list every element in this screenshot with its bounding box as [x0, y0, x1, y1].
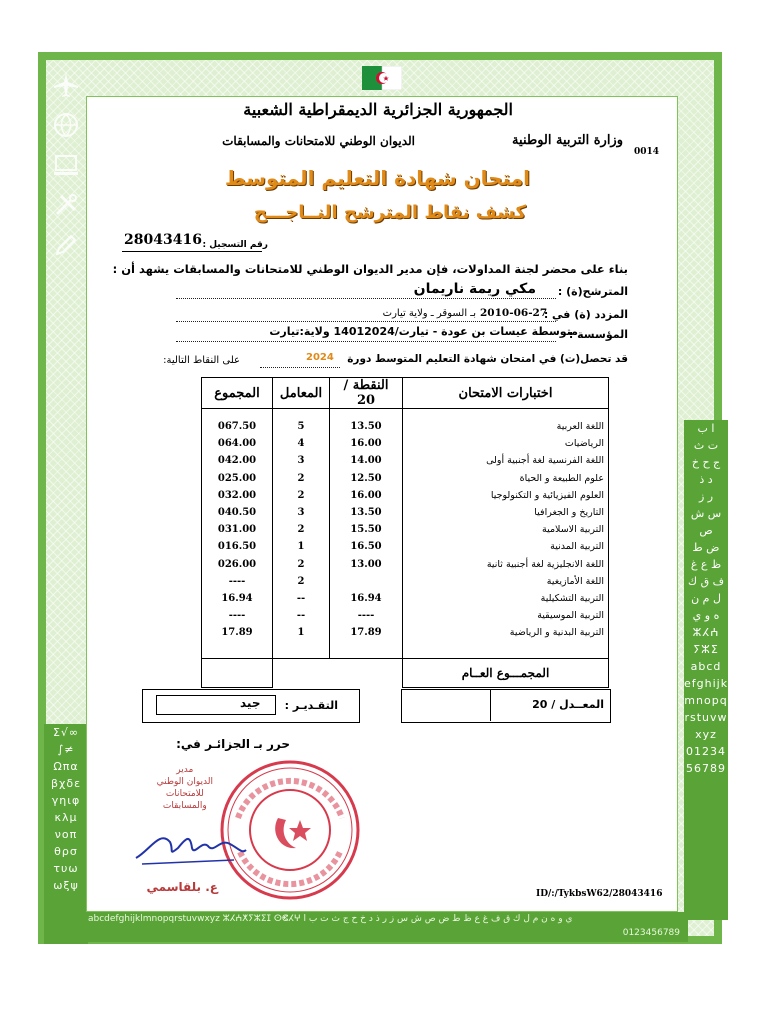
ministry-code: 0014: [634, 147, 660, 157]
subject-cell: اللغة الانجليزية لغة أجنبية ثانية: [486, 558, 604, 570]
average-divider: [490, 689, 491, 721]
grade-cell: [334, 573, 398, 590]
right-letter-7: ظ ع غ: [690, 558, 722, 571]
coef-cell: --: [296, 610, 306, 622]
grand-total-row: [202, 659, 609, 688]
total-cell: 042.00: [217, 455, 257, 467]
document-id: ID/:/TykbsW62/28043416: [536, 889, 663, 899]
left-symbol-1: ∫≠: [57, 743, 75, 756]
grade-cell: 16.94: [350, 593, 382, 605]
right-letter-6: ض ط: [692, 541, 720, 554]
right-letter-11: ⵣⵃⵄ: [692, 626, 720, 639]
grade-cell: 17.89: [350, 627, 382, 639]
subject-cell: الرياضيات: [564, 438, 604, 450]
exam-year: 2024: [306, 352, 334, 363]
subject-cell: اللغة العربية: [556, 421, 604, 432]
right-letter-4: ر ز: [698, 490, 714, 503]
signatory-name: ع. بلقاسمي: [146, 880, 218, 894]
subject-cell: التربية المدنية: [550, 541, 604, 553]
header-subject: اختبارات الامتحان: [403, 378, 609, 409]
assessment-label: التقـديـر :: [284, 699, 338, 712]
left-symbol-9: ωξψ: [53, 879, 79, 892]
registration-number: 28043416: [124, 232, 202, 248]
assessment-value: جيد: [240, 696, 261, 710]
grade-cell: ----: [357, 610, 375, 622]
obtained-text: قد تحصل(ت) في امتحان شهادة التعليم المتوسط دورة: [347, 353, 628, 365]
coef-cell: 4: [297, 438, 305, 450]
right-letter-14: efghijkl: [684, 677, 733, 690]
left-symbol-5: κλμ: [54, 811, 78, 824]
coef-cell: 2: [297, 472, 305, 484]
total-cell: 067.50: [217, 421, 257, 432]
total-cell: 026.00: [217, 558, 257, 570]
total-cell: 17.89: [221, 627, 253, 639]
coef-cell: 3: [297, 507, 305, 519]
republic-title: الجمهورية الجزائرية الديمقراطية الشعبية: [243, 100, 513, 119]
algeria-flag-icon: [362, 66, 402, 90]
total-cell: 16.94: [221, 593, 253, 605]
signatory-line: الديوان الوطني: [156, 777, 213, 787]
coef-cell: 5: [297, 421, 305, 432]
coef-cell: 1: [297, 541, 305, 553]
grade-cell: 14.00: [350, 455, 382, 467]
birth-place: بـ السوقر ـ ولاية تيارت: [382, 308, 476, 319]
subject-cell: التربية التشكيلية: [540, 593, 604, 605]
grade-cell: 16.00: [350, 489, 382, 501]
obtained-end: على النقاط التالية:: [163, 355, 240, 366]
birth-label: المزدد (ة) في :: [543, 308, 628, 321]
right-letter-3: د ذ: [699, 473, 713, 486]
school-label: المؤسسة :: [568, 328, 628, 341]
coef-cell: 2: [297, 524, 305, 536]
signatory-line: والمسابقات: [162, 801, 207, 811]
total-cell: 025.00: [217, 472, 257, 484]
left-symbol-6: νοπ: [54, 828, 78, 841]
registration-label: رقم التسجيل :: [202, 240, 268, 250]
signatory-title: [157, 764, 213, 812]
right-letter-8: ف ق ك: [688, 575, 724, 588]
subject-cell: العلوم الفيزيائية و التكنولوجيا: [490, 489, 604, 501]
pencil-icon: [51, 230, 81, 260]
bottom-digits: 0123456789: [622, 928, 680, 938]
coef-column: [273, 409, 330, 659]
subject-cell: اللغة الأمازيغية: [546, 575, 604, 587]
left-symbol-0: Σ√∞: [52, 726, 80, 739]
right-letter-12: ⵢⵣⵉ: [693, 643, 719, 656]
year-dotline: [260, 367, 340, 368]
school-dotline: [176, 341, 556, 342]
intro-text: بناء على محضر لجنة المداولات، فإن مدير الديوان الوطني للامتحانات والمسابقات يشهد أن :: [112, 262, 628, 276]
grade-cell: 13.50: [350, 507, 382, 519]
signatory-line: مدير: [176, 765, 194, 775]
signature-icon: [130, 820, 250, 870]
birth-date: 2010-06-27: [480, 307, 548, 319]
subject-cell: التربية الاسلامية: [541, 524, 604, 536]
total-cell: 040.50: [217, 507, 257, 519]
issued-at: حرر بـ الجزائـر في:: [176, 737, 290, 751]
subject-cell: التربية الموسيقية: [537, 610, 604, 622]
table-body-row: [202, 409, 609, 659]
header-grade: النقطة / 20: [330, 378, 403, 409]
grand-total-spacer: [273, 659, 403, 688]
tools-icon: [51, 190, 81, 220]
totals-column: [202, 409, 273, 659]
airplane-icon: [51, 70, 81, 100]
coef-cell: --: [296, 593, 306, 605]
right-letter-18: 01234: [686, 745, 726, 758]
table-header-row: [202, 378, 609, 409]
grade-column: [330, 409, 403, 659]
coef-cell: 3: [297, 455, 305, 467]
coef-cell: 2: [297, 558, 305, 570]
left-icon-column: [44, 60, 88, 320]
office-name: الديوان الوطني للامتحانات والمسابقات: [222, 134, 415, 148]
grades-table: [201, 377, 609, 688]
right-letter-16: rstuvw: [684, 711, 728, 724]
subject-cell: علوم الطبيعة و الحياة: [519, 472, 604, 484]
right-letter-column: [684, 420, 733, 920]
grade-cell: 13.50: [350, 421, 382, 432]
subject-cell: اللغة الفرنسية لغة أجنبية أولى: [486, 455, 604, 467]
coef-cell: 2: [297, 489, 305, 501]
total-cell: 016.50: [217, 541, 257, 553]
right-letter-5: س ش ص: [690, 507, 722, 537]
globe-icon: [51, 110, 81, 140]
coef-cell: 2: [297, 575, 305, 587]
bottom-alphabet: abcdefghijklmnopqrstuvwxyz ⵣⵃⵄⵅⵢⵣⵉⵊ ⵙⵞⵃⵖ ي و ه ن م ل ك ق ف غ ع ظ ط ض ص ش س ز ر ذ د خ ح ج ث ت ب ا: [88, 914, 573, 924]
total-cell: 032.00: [217, 489, 257, 501]
subject-column: [403, 409, 609, 659]
right-letter-17: xyz: [695, 728, 717, 741]
subject-cell: التاريخ و الجغرافيا: [534, 507, 604, 519]
candidate-name: مكي ريمة ناريمان: [413, 281, 536, 297]
signatory-line: للامتحانات: [165, 789, 204, 799]
candidate-label: المترشح(ة) :: [557, 285, 628, 298]
right-letter-19: 56789: [686, 762, 726, 775]
total-cell: ----: [228, 575, 246, 587]
right-letter-1: ت ث: [693, 439, 719, 452]
coef-cell: 1: [297, 627, 305, 639]
grand-total-value: [202, 659, 273, 688]
bottom-alphabet-strip: [84, 912, 688, 942]
school-name: متوسطة عيسات بن عودة - تيارت/14012024 ولاية:تيارت: [269, 325, 578, 338]
total-cell: 031.00: [217, 524, 257, 536]
right-letter-2: ج ح خ: [691, 456, 721, 469]
left-symbol-7: θρσ: [54, 845, 78, 858]
grade-cell: 16.50: [350, 541, 382, 553]
header-total: المجموع: [202, 378, 273, 409]
ministry-name: وزارة التربية الوطنية: [512, 133, 623, 148]
subject-cell: التربية البدنية و الرياضية: [509, 627, 604, 639]
exam-title: امتحان شهادة التعليم المتوسط: [224, 166, 530, 190]
left-symbol-3: βχδε: [50, 777, 82, 790]
candidate-dotline: [176, 298, 556, 299]
right-letter-15: mnopq: [684, 694, 728, 707]
total-cell: ----: [228, 610, 246, 622]
computer-icon: [51, 150, 81, 180]
total-cell: 064.00: [217, 438, 257, 450]
grade-cell: 16.00: [350, 438, 382, 450]
header-coef: المعامل: [273, 378, 330, 409]
grand-total-label: المجمـــوع العــام: [403, 659, 609, 688]
average-label: المعــدل / 20: [532, 698, 604, 711]
right-letter-13: abcd: [690, 660, 722, 673]
left-symbol-4: γηιφ: [51, 794, 81, 807]
grade-cell: 13.00: [350, 558, 382, 570]
registration-underline: [122, 251, 262, 252]
right-letter-0: ا ب: [697, 422, 715, 435]
birth-dotline: [176, 321, 556, 322]
grade-cell: 15.50: [350, 524, 382, 536]
right-letter-9: ل م ن: [691, 592, 721, 605]
sheet-title: كشف نقاط المترشح النــاجـــح: [253, 202, 526, 223]
right-letter-10: ه و ي: [692, 609, 720, 622]
grade-cell: 12.50: [350, 472, 382, 484]
left-symbol-column: [44, 724, 88, 944]
left-symbol-8: τυω: [53, 862, 79, 875]
left-symbol-2: Ωπα: [53, 760, 79, 773]
